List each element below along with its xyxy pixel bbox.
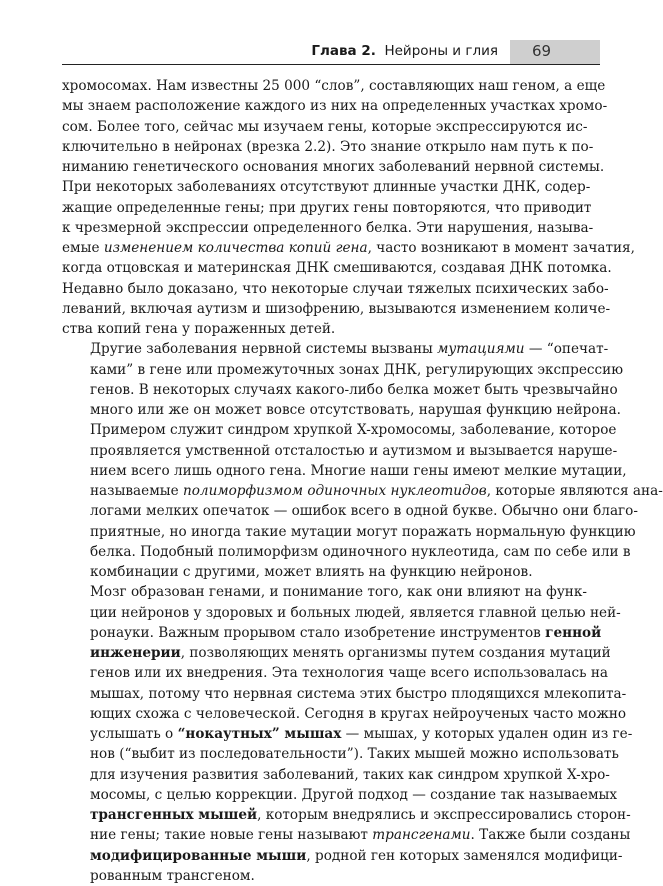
text-line: к чрезмерной экспрессии определенного белка. Эти нарушения, называ- [62,219,594,236]
text-line: ющих схожа с человеческой. Сегодня в кругах нейроученых часто можно [90,705,627,722]
header-rule [62,64,600,65]
text-line: рованным трансгеном. [90,867,255,884]
text-line: Мозг образован генами, и понимание того, как они влияют на функ- [90,584,587,601]
text-line: ниманию генетического основания многих заболеваний нервной системы. [62,159,605,175]
text-line: для изучения развития заболеваний, таких как синдром хрупкой X-хро- [90,766,610,783]
bold-term: инженерии [90,645,181,661]
chapter-heading [311,43,498,59]
bold-term: “нокаутных” мышах [177,726,342,742]
page-number: 69 [532,42,552,60]
bold-term: трансгенных мышей [90,807,258,823]
text-line: генов. В некоторых случаях какого-либо белка может быть чрезвычайно [90,381,618,398]
text-line: ции нейронов у здоровых и больных людей, является главной целью ней- [90,604,621,621]
text-line: нов (“выбит из последовательности”). Таких мышей можно использовать [90,746,619,763]
text-line: когда отцовская и материнская ДНК смешиваются, создавая ДНК потомка. [62,260,612,277]
paragraph-1 [62,76,635,339]
text-line: модифицированные мыши, родной ген которых заменялся модифици- [90,847,623,864]
paragraph-3 [62,582,633,886]
text-line: емые изменением количества копий гена, часто возникают в момент зачатия, [62,240,635,256]
page-number-box [510,40,600,64]
text-line: хромосомах. Нам известны 25 000 “слов”, составляющих наш геном, а еще [62,78,606,94]
text-line: генов или их внедрения. Эта технология чаще всего использовалась на [90,665,609,682]
text-line: ства копий гена у пораженных детей. [62,321,336,337]
text-line: ключительно в нейронах (врезка 2.2). Это знание открыло нам путь к по- [62,138,594,155]
chapter-label: Глава 2. [311,43,376,59]
italic-term: изменением количества копий гена [103,240,368,256]
text-line: мышах, потому что нервная система этих быстро плодящихся млекопита- [90,685,627,702]
text-line: много или же он может вовсе отсутствовать, нарушая функцию нейрона. [90,402,621,418]
text-line: сом. Более того, сейчас мы изучаем гены, которые экспрессируются ис- [62,118,588,135]
italic-term: полиморфизмом одиночных нуклеотидов [182,483,487,499]
text-line: белка. Подобный полиморфизм одиночного нуклеотида, сам по себе или в [90,543,631,560]
text-line: проявляется умственной отсталостью и аутизмом и вызывается наруше- [90,442,618,459]
text-line: При некоторых заболеваниях отсутствуют длинные участки ДНК, содер- [62,179,591,196]
text-line: мосомы, с целью коррекции. Другой подход — создание так называемых [90,786,618,803]
text-line: комбинации с другими, может влиять на функцию нейронов. [90,564,533,580]
running-header [0,40,600,66]
text-line: мы знаем расположение каждого из них на определенных участках хромо- [62,98,608,115]
text-line: приятные, но иногда такие мутации могут поражать нормальную функцию [90,523,636,540]
text-line: услышать о “нокаутных” мышах — мышах, у которых удален один из ге- [90,726,633,742]
text-line: ние гены; такие новые гены называют трансгенами. Также были созданы [90,827,631,844]
italic-term: мутациями [437,341,525,358]
text-line: ками” в гене или промежуточных зонах ДНК, регулирующих экспрессию [90,361,624,378]
chapter-title: Нейроны и глия [384,43,498,59]
text-line: жащие определенные гены; при других гены повторяются, что приводит [62,199,592,216]
italic-term: трансгенами [372,827,471,844]
text-line: называемые полиморфизмом одиночных нуклеотидов, которые являются ана- [90,483,663,499]
text-line: инженерии, позволяющих менять организмы путем создания мутаций [90,645,611,661]
text-line: Примером служит синдром хрупкой X-хромосомы, заболевание, которое [90,422,617,439]
text-line: трансгенных мышей, которым внедрялись и экспрессировались сторон- [90,807,631,823]
bold-term: модифицированные мыши [90,847,307,864]
text-line: нием всего лишь одного гена. Многие наши гены имеют мелкие мутации, [90,462,627,479]
paragraph-2 [62,339,663,582]
text-line: Недавно было доказано, что некоторые случаи тяжелых психических забо- [62,280,609,297]
body-text [62,76,663,886]
text-line: Другие заболевания нервной системы вызваны мутациями — “опечат- [90,341,609,358]
text-line: ронауки. Важным прорывом стало изобретение инструментов генной [90,624,602,641]
text-line: логами мелких опечаток — ошибок всего в одной букве. Обычно они благо- [90,503,638,520]
bold-term: генной [545,624,602,641]
text-line: леваний, включая аутизм и шизофрению, вызываются изменением количе- [62,300,611,317]
